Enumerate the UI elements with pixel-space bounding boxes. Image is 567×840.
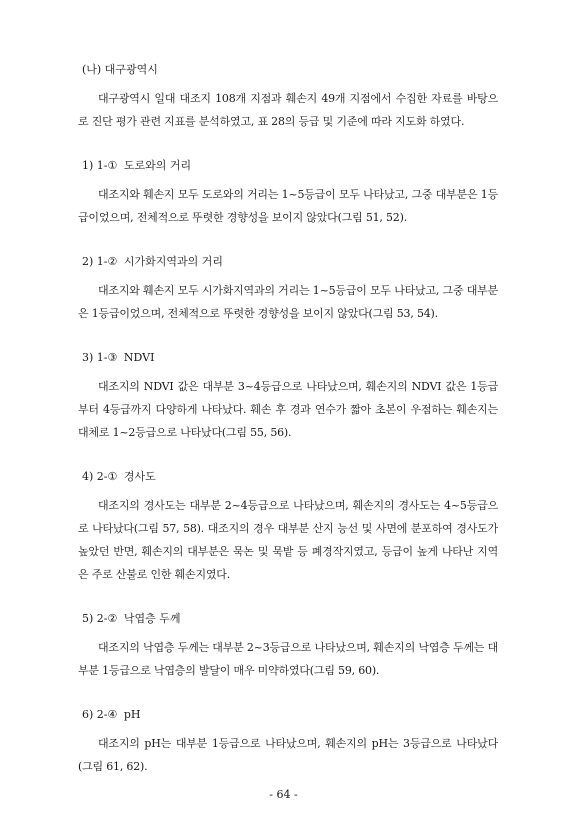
item-title: 시가화지역과의 거리 [123, 255, 224, 268]
section-title: (나) 대구광역시 [82, 63, 158, 76]
item-heading [82, 611, 498, 627]
item-title: 낙엽층 두께 [123, 612, 181, 625]
item-number: 2) 1-② [82, 255, 118, 268]
item-title: 도로와의 거리 [123, 159, 192, 172]
item-number: 1) 1-① [82, 159, 118, 172]
item-litter-thickness [78, 611, 498, 682]
item-body: 대조지와 훼손지 모두 시가화지역과의 거리는 1~5등급이 모두 나타났고, 그중 대부분은 1등급이었으며, 전체적으로 뚜렷한 경향성을 보이지 않았다(그림 53, 54). [78, 284, 498, 320]
item-body: 대조지와 훼손지 모두 도로와의 거리는 1~5등급이 모두 나타났고, 그중 대부분은 1등급이었으며, 전체적으로 뚜렷한 경향성을 보이지 않았다(그림 51, 52). [78, 188, 498, 224]
item-title: NDVI [123, 351, 155, 364]
item-heading [82, 707, 498, 723]
item-number: 3) 1-③ [82, 351, 118, 364]
item-body: 대조지의 pH는 대부분 1등급으로 나타났으며, 훼손지의 pH는 3등급으로 나타났다(그림 61, 62). [78, 737, 498, 773]
item-road-distance [78, 158, 498, 229]
item-title: pH [123, 708, 141, 721]
item-body: 대조지의 NDVI 값은 대부분 3~4등급으로 나타났으며, 훼손지의 NDVI 값은 1등급부터 4등급까지 다양하게 나타났다. 훼손 후 경과 연수가 짧아 초본이 우점하는 훼손지는 대체로 1~2등급으로 나타났다(그림 55, 56). [78, 380, 498, 439]
item-heading [82, 350, 498, 366]
section-intro: 대구광역시 일대 대조지 108개 지점과 훼손지 49개 지점에서 수집한 자료를 바탕으로 진단 평가 관련 지표를 분석하였고, 표 28의 등급 및 기준에 따라 지도화 하였다. [78, 92, 498, 128]
item-heading [82, 254, 498, 270]
item-number: 5) 2-② [82, 612, 118, 625]
page-number: - 64 - [269, 788, 298, 801]
item-ndvi [78, 350, 498, 444]
item-heading [82, 158, 498, 174]
item-number: 4) 2-① [82, 470, 118, 483]
item-ph [78, 707, 498, 778]
item-number: 6) 2-④ [82, 708, 118, 721]
item-heading [82, 469, 498, 485]
document-page [78, 58, 498, 778]
item-slope [78, 469, 498, 586]
item-body: 대조지의 낙엽층 두께는 대부분 2~3등급으로 나타났으며, 훼손지의 낙엽층 두께는 대부분 1등급으로 낙엽층의 발달이 매우 미약하였다(그림 59, 60). [78, 641, 498, 677]
item-body: 대조지의 경사도는 대부분 2~4등급으로 나타났으며, 훼손지의 경사도는 4~5등급으로 나타났다(그림 57, 58). 대조지의 경우 대부분 산지 능선 및 사면에 분포하여 경사도가 높았던 반면, 훼손지의 대부분은 묵논 및 묵밭 등 폐경작지였고, 등급이 높게 나타난 지역은 주로 산불로 인한 훼손지였다. [78, 499, 498, 581]
item-urban-distance [78, 254, 498, 325]
item-title: 경사도 [123, 470, 156, 483]
